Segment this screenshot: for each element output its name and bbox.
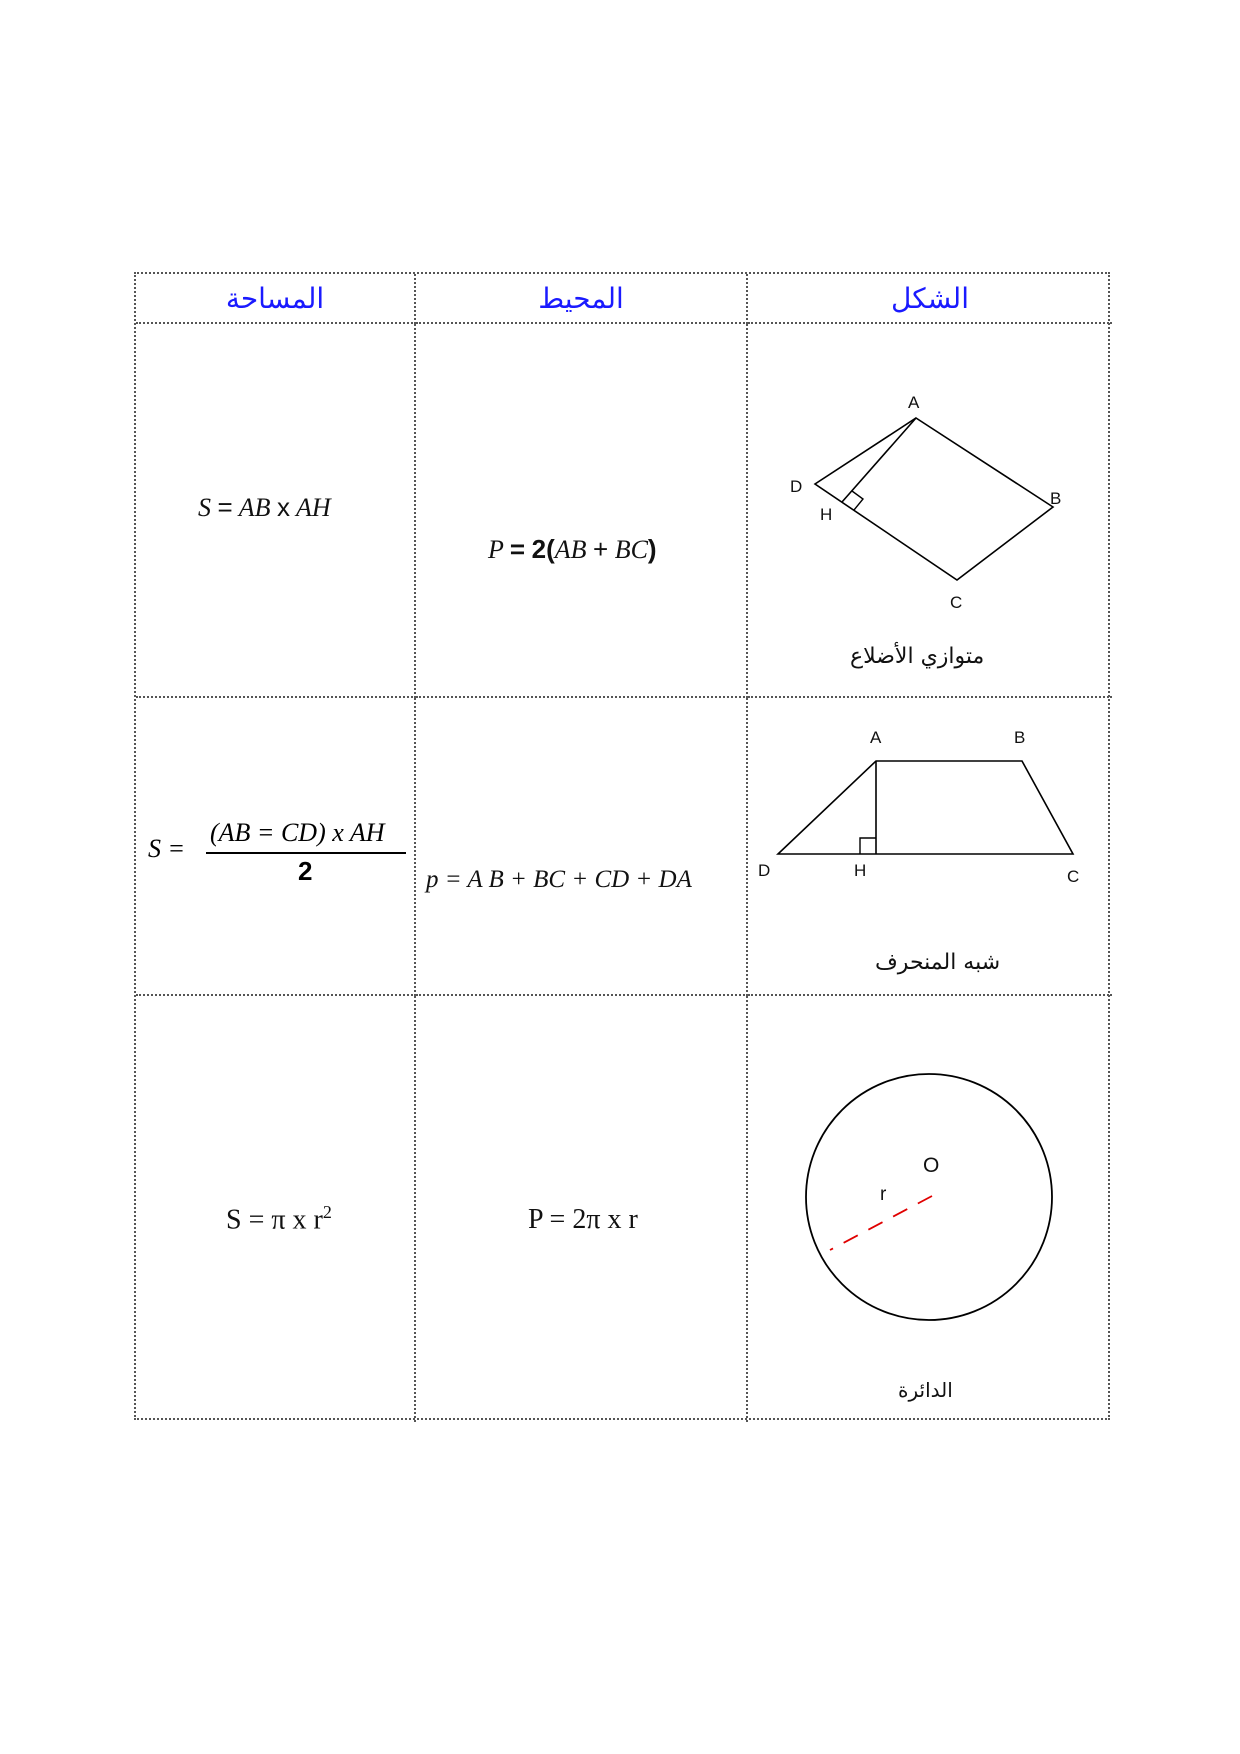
point-D-label: D — [758, 861, 771, 880]
header-perimeter: المحيط — [416, 274, 748, 324]
shape-name-parallelogram: متوازي الأضلاع — [850, 644, 985, 669]
radius-r-label: r — [880, 1184, 887, 1205]
point-C-label: C — [950, 593, 963, 612]
parallelogram-outline — [815, 418, 1053, 580]
center-O-label: O — [923, 1154, 940, 1177]
point-B-label: B — [1014, 728, 1026, 747]
shape-name-trapezoid: شبه المنحرف — [875, 950, 1001, 975]
perimeter-cell-parallelogram — [416, 324, 748, 698]
point-H-label: H — [854, 861, 867, 880]
perimeter-formula-trapezoid: p = A B + BC + CD + DA — [426, 866, 692, 893]
shape-cell-circle — [748, 996, 1112, 1422]
area-formula-circle: S = π x $r^2$ — [226, 1202, 332, 1236]
trapezoid-outline — [778, 761, 1073, 854]
point-A-label: A — [870, 728, 882, 747]
right-angle-marker — [860, 838, 876, 854]
shape-cell-parallelogram — [748, 324, 1112, 698]
header-shape: الشكل — [748, 274, 1112, 324]
point-A-label: A — [908, 393, 920, 412]
area-cell-parallelogram — [136, 324, 416, 698]
point-C-label: C — [1067, 867, 1080, 886]
point-D-label: D — [790, 477, 803, 496]
fraction-bar — [206, 852, 406, 854]
area-cell-circle — [136, 996, 416, 1422]
shape-cell-trapezoid — [748, 698, 1112, 996]
perimeter-formula-circle: P = 2π x r — [528, 1204, 638, 1235]
parallelogram-figure — [748, 324, 1112, 698]
area-formula-parallelogram: S = AB x AH — [198, 492, 331, 522]
perimeter-formula-parallelogram: P = 2(AB + BC) — [488, 534, 657, 564]
point-H-label: H — [820, 505, 833, 524]
area-cell-trapezoid: S = (AB = CD) x AH 2 — [136, 698, 416, 996]
point-B-label: B — [1050, 489, 1062, 508]
formulas-table — [134, 272, 1110, 1420]
right-angle-marker — [852, 491, 863, 510]
shape-name-circle: الدائرة — [898, 1378, 953, 1402]
circle-figure — [748, 996, 1112, 1422]
perimeter-cell-circle — [416, 996, 748, 1422]
perimeter-cell-trapezoid — [416, 698, 748, 996]
header-area: المساحة — [136, 274, 416, 324]
